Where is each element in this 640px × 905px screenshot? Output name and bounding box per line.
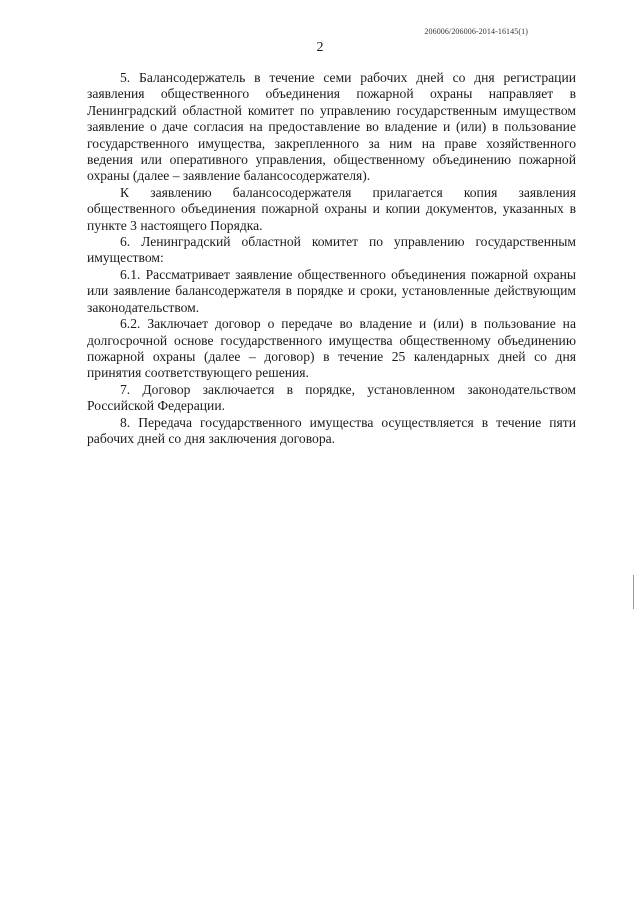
paragraph-5: 5. Балансодержатель в течение семи рабочих дней со дня регистрации заявления общественного объединения пожарной охраны направляет в Ленинградский областной комитет по управлению государственным имуществом заявление о даче согласия на предоставление во владение и (или) в пользование государственного имущества, закрепленного за ним на праве хозяйственного ведения или оперативного управления, общественному объединению пожарной охраны (далее – заявление балансосодержателя). <box>87 70 576 184</box>
document-id: 206006/206006-2014-16145(1) <box>424 27 528 36</box>
paragraph-8: 8. Передача государственного имущества осуществляется в течение пяти рабочих дней со дня заключения договора. <box>87 414 576 446</box>
paragraph-6: 6. Ленинградский областной комитет по управлению государственным имуществом: <box>87 234 576 266</box>
scan-edge-mark <box>633 575 634 609</box>
document-body <box>87 70 576 447</box>
paragraph-5-attachment: К заявлению балансосодержателя прилагается копия заявления общественного объединения пожарной охраны и копии документов, указанных в пункте 3 настоящего Порядка. <box>87 184 576 233</box>
paragraph-6-1: 6.1. Рассматривает заявление общественного объединения пожарной охраны или заявление балансодержателя в порядке и сроки, установленные действующим законодательством. <box>87 266 576 315</box>
page-number: 2 <box>316 40 324 55</box>
paragraph-6-2: 6.2. Заключает договор о передаче во владение и (или) в пользование на долгосрочной основе государственного имущества общественному объединению пожарной охраны (далее – договор) в течение 25 календарных дней со дня принятия соответствующего решения. <box>87 316 576 381</box>
paragraph-7: 7. Договор заключается в порядке, установленном законодательством Российской Федерации. <box>87 381 576 414</box>
